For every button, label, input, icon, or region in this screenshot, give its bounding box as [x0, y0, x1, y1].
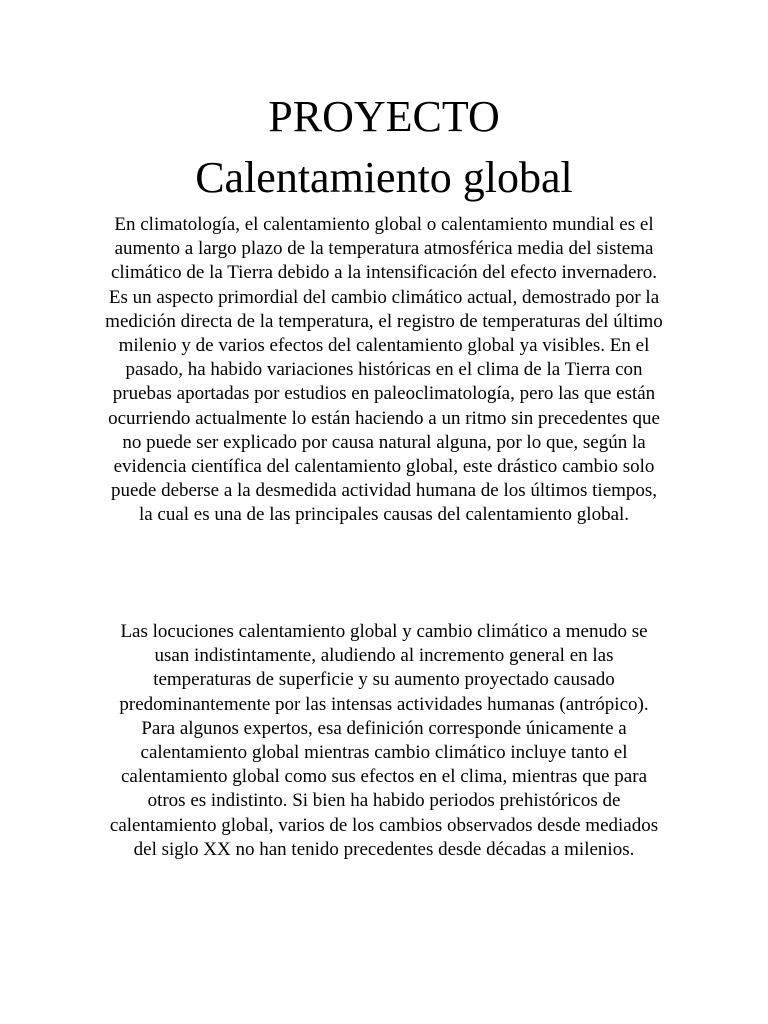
- document-subtitle: Calentamiento global: [195, 153, 573, 202]
- paragraph-2: Las locuciones calentamiento global y cambio climático a menudo se usan indistintamente, aludiendo al incremento general en las temperaturas de superficie y su aumento proyectado causado predominantemente por las intensas actividades humanas (antrópico). Para algunos expertos, esa definición corresponde únicamente a calentamiento global mientras cambio climático incluye tanto el calentamiento global como sus efectos en el clima, mientras que para otros es indistinto. Si bien ha habido periodos prehistóricos de calentamiento global, varios de los cambios observados desde mediados del siglo XX no han tenido precedentes desde décadas a milenios.: [109, 621, 659, 860]
- document-title: PROYECTO: [268, 92, 500, 141]
- paragraph-1: En climatología, el calentamiento global o calentamiento mundial es el aumento a largo plazo de la temperatura atmosférica media del sistema climático de la Tierra debido a la intensificación del efecto invernadero. Es un aspecto primordial del cambio climático actual, demostrado por la medición directa de la temperatura, el registro de temperaturas del último milenio y de varios efectos del calentamiento global ya visibles. En el pasado, ha habido variaciones históricas en el clima de la Tierra con pruebas aportadas por estudios en paleoclimatología, pero las que están ocurriendo actualmente lo están haciendo a un ritmo sin precedentes que no puede ser explicado por causa natural alguna, por lo que, según la evidencia científica del calentamiento global, este drástico cambio solo puede deberse a la desmedida actividad humana de los últimos tiempos, la cual es una de las principales causas del calentamiento global.: [105, 214, 663, 526]
